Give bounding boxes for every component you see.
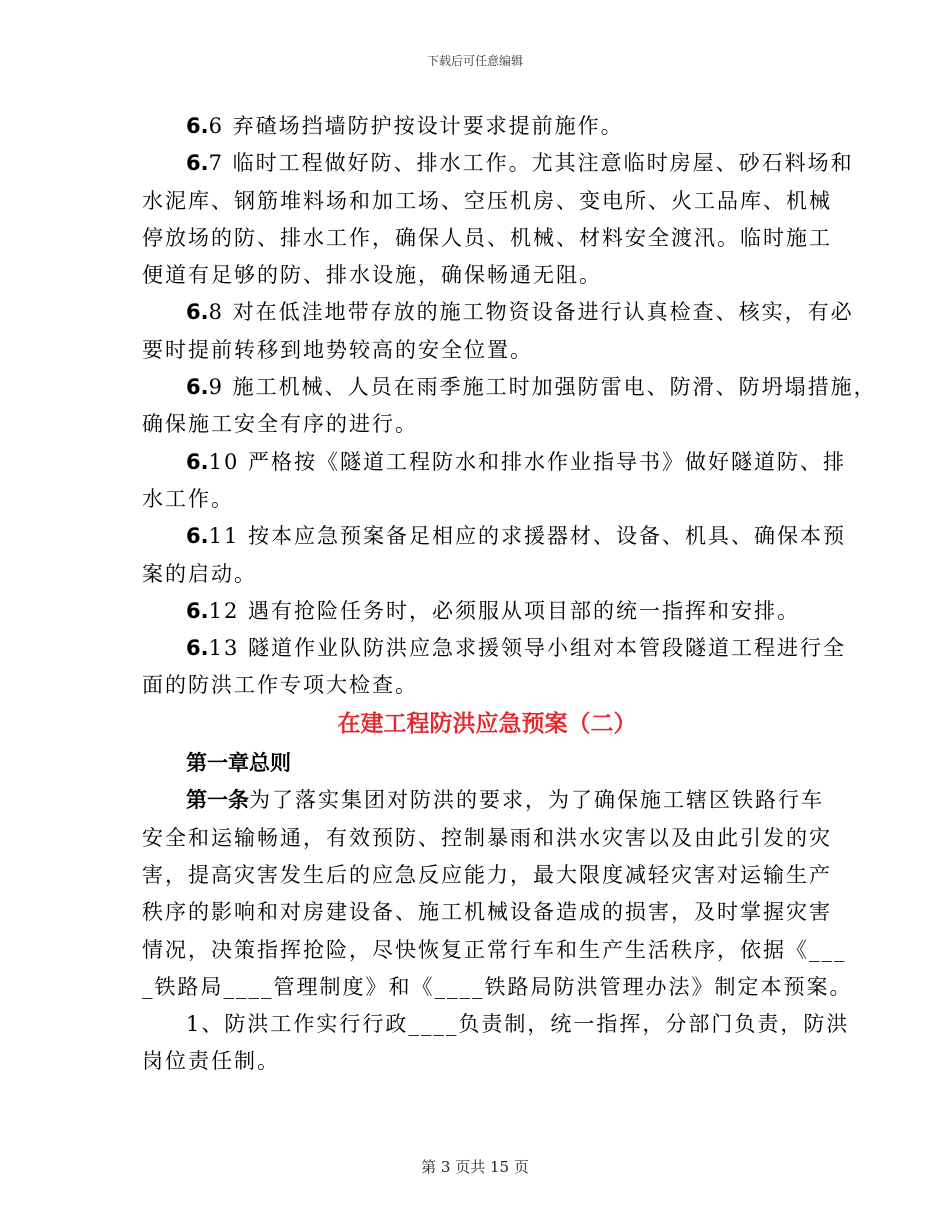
item-text: 10 严格按《隧道工程防水和排水作业指导书》做好隧道防、排 — [208, 449, 846, 474]
item-text-line: 停放场的防、排水工作，确保人员、机械、材料安全渡汛。临时施工 — [142, 225, 832, 250]
item-number: 6. — [186, 598, 209, 623]
item-text-line: 面的防洪工作专项大检查。 — [142, 673, 418, 698]
item-text-line: 便道有足够的防、排水设施，确保畅通无阻。 — [142, 263, 602, 288]
page-header: 下载后可任意编辑 — [426, 54, 523, 68]
chapter-heading: 第一章总则 — [186, 751, 291, 776]
article-text-line: 安全和运输畅通，有效预防、控制暴雨和洪水灾害以及由此引发的灾 — [142, 825, 832, 850]
article-label: 第一条 — [186, 788, 249, 813]
article-text-line: _铁路局____管理制度》和《____铁路局防洪管理办法》制定本预案。 — [142, 974, 853, 999]
article-1 — [142, 782, 832, 819]
article-text-line: 情况，决策指挥抢险，尽快恢复正常行车和生产生活秩序，依据《___ — [142, 937, 847, 962]
article-text-line: 害，提高灾害发生后的应急反应能力，最大限度减轻灾害对运输生产 — [142, 862, 832, 887]
item-text: 8 对在低洼地带存放的施工物资设备进行认真检查、核实，有必 — [208, 300, 854, 325]
page-footer: 第 3 页共 15 页 — [421, 1158, 529, 1176]
item-text-line: 水泥库、钢筋堆料场和加工场、空压机房、变电所、火工品库、机械 — [142, 188, 832, 213]
item-6-13 — [142, 630, 846, 667]
item-text-line: 水工作。 — [142, 486, 234, 511]
item-6-12 — [142, 593, 832, 630]
article-text: 为了落实集团对防洪的要求，为了确保施工辖区铁路行车 — [249, 788, 824, 813]
item-text: 13 隧道作业队防洪应急求援领导小组对本管段隧道工程进行全 — [208, 636, 846, 661]
item-6-11 — [142, 518, 846, 555]
item-6-7 — [142, 145, 854, 182]
clause-1: 1、防洪工作实行行政____负责制，统一指挥，分部门负责，防洪 — [186, 1012, 850, 1037]
item-number: 6. — [186, 524, 209, 549]
section-title: 在建工程防洪应急预案（二） — [337, 710, 637, 737]
item-6-9 — [142, 369, 877, 406]
item-6-8 — [142, 294, 854, 331]
article-text-line: 秩序的影响和对房建设备、施工机械设备造成的损害，及时掌握灾害 — [142, 900, 832, 925]
item-number: 6. — [186, 449, 209, 474]
document-body — [142, 108, 877, 1081]
item-number: 6. — [186, 300, 209, 325]
item-text-line: 要时提前转移到地势较高的安全位置。 — [142, 337, 533, 362]
item-text: 9 施工机械、人员在雨季施工时加强防雷电、防滑、防坍塌措施， — [208, 375, 877, 400]
item-text: 12 遇有抢险任务时，必须服从项目部的统一指挥和安排。 — [208, 598, 800, 623]
item-number: 6. — [186, 114, 209, 138]
item-6-10 — [142, 444, 846, 481]
item-number: 6. — [186, 636, 209, 661]
item-text-line: 案的启动。 — [142, 561, 257, 586]
item-text-line: 确保施工安全有序的进行。 — [142, 412, 418, 437]
item-text: 11 按本应急预案备足相应的求援器材、设备、机具、确保本预 — [208, 524, 846, 549]
item-6-6 — [142, 108, 832, 145]
item-number: 6. — [186, 151, 209, 176]
item-text: 7 临时工程做好防、排水工作。尤其注意临时房屋、砂石料场和 — [208, 151, 854, 176]
clause-text-line: 岗位责任制。 — [142, 1049, 280, 1074]
item-number: 6. — [186, 375, 209, 400]
item-text: 6 弃碴场挡墙防护按设计要求提前施作。 — [208, 114, 624, 138]
